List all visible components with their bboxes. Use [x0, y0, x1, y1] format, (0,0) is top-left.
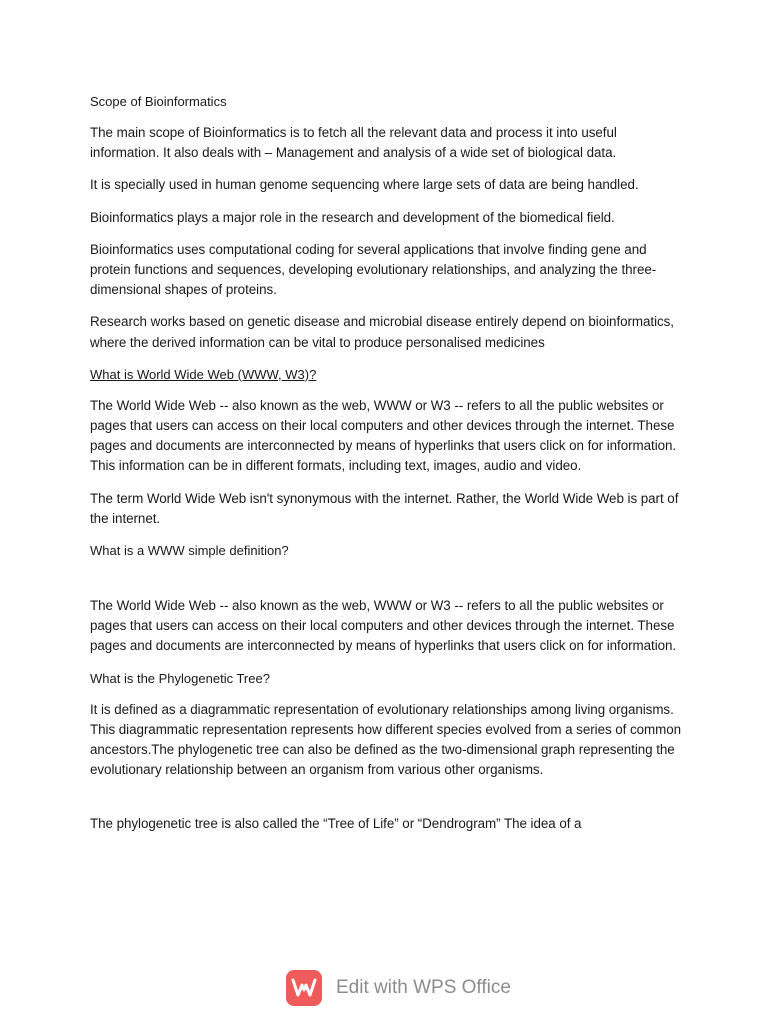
wps-logo-icon — [286, 970, 322, 1006]
www-paragraph-1: The World Wide Web -- also known as the web, WWW or W3 -- refers to all the public websites or pages that users can access on their local computers and other devices through the internet. These pages and documents are interconnected by means of hyperlinks that users click on for information. This information can be in different formats, including text, images, audio and video. — [90, 397, 677, 474]
phylo-paragraph-2: The phylogenetic tree is also called the “Tree of Life” or “Dendrogram” The idea of a — [90, 816, 582, 832]
www-definition-paragraph: The World Wide Web -- also known as the web, WWW or W3 -- refers to all the public websites or pages that users can access on their local computers and other devices through the internet. These pages and documents are interconnected by means of hyperlinks that users click on for information. — [90, 598, 677, 654]
scope-heading: Scope of Bioinformatics — [90, 94, 227, 109]
document-page — [90, 92, 682, 847]
edit-with-wps-button[interactable] — [286, 967, 511, 1009]
edit-with-wps-label: Edit with WPS Office — [336, 977, 511, 998]
spacer — [90, 572, 682, 596]
scope-paragraph-2: It is specially used in human genome sequencing where large sets of data are being handled. — [90, 177, 639, 193]
www-definition-heading: What is a WWW simple definition? — [90, 543, 289, 559]
www-heading: What is World Wide Web (WWW, W3)? — [90, 366, 317, 382]
scope-paragraph-3: Bioinformatics plays a major role in the research and development of the biomedical field. — [90, 209, 615, 225]
scope-paragraph-4: Bioinformatics uses computational coding for several applications that involve finding gene and protein functions and sequences, developing evolutionary relationships, and analyzing the three-dimensional shapes of proteins. — [90, 241, 657, 298]
scope-paragraph-5: Research works based on genetic disease and microbial disease entirely depend on bioinformatics, where the derived information can be vital to produce personalised medicines — [90, 314, 674, 350]
scope-paragraph-1: The main scope of Bioinformatics is to fetch all the relevant data and process it into useful information. It also deals with – Management and analysis of a wide set of biological data. — [90, 125, 617, 161]
phylo-heading: What is the Phylogenetic Tree? — [90, 670, 270, 686]
phylo-paragraph-1: It is defined as a diagrammatic representation of evolutionary relationships among living organisms. This diagrammatic representation represents how different species evolved from a series of common ancestors.The phylogenetic tree can also be defined as the two-dimensional graph representing the evolutionary relationship between an organism from various other organisms. — [90, 701, 682, 778]
www-paragraph-2: The term World Wide Web isn't synonymous with the internet. Rather, the World Wide Web is part of the internet. — [90, 490, 679, 526]
spacer — [90, 792, 682, 814]
